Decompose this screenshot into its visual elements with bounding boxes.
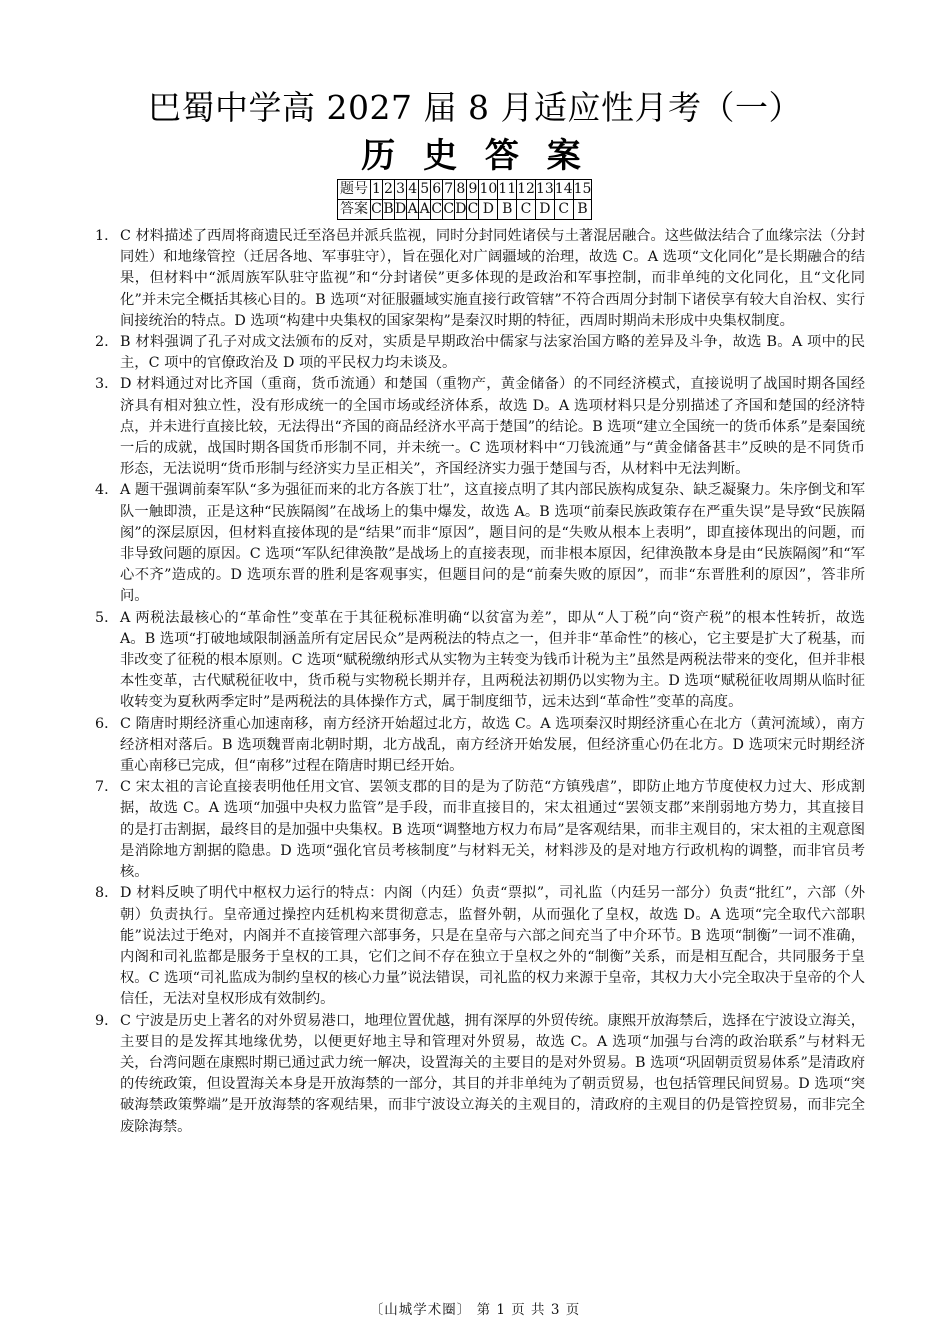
explanation-item <box>95 883 865 1010</box>
question-number: 7． <box>95 779 119 796</box>
question-number: 1． <box>95 228 119 244</box>
question-number: 3． <box>95 376 119 393</box>
explanation-text: C 宋太祖的言论直接表明他任用文官、罢领支郡的目的是为了防范“方镇残虐”，即防止地方节度使权力过大、形成割据，故选 C。A 选项“加强中央权力监管”是手段，而非直接目的，宋太祖通过“罢领支郡”来削弱地方势力，其直接目的是打击割据，最终目的是加强中央集权。B 选项“调整地方权力布局”是客观结果，而非主观目的，宋太祖的主观意图是消除地方割据的隐患。D 选项“强化官员考核制度”与材料无关，材料涉及的是对地方行政机构的调整，而非官员考核。 <box>120 779 865 881</box>
answer-cell: B <box>498 200 517 220</box>
question-number-cell: 1 <box>371 180 383 200</box>
explanation-text: C 隋唐时期经济重心加速南移，南方经济开始超过北方，故选 C。A 选项秦汉时期经济重心在北方（黄河流域），南方经济相对落后。B 选项魏晋南北朝时期，北方战乱，南方经济开始发展，但经济重心仍在北方。D 选项宋元时期经济重心南移已完成，但“南移”过程在隋唐时期已经开始。 <box>120 715 865 775</box>
answer-cell: A <box>407 200 419 220</box>
explanation-text: D 材料通过对比齐国（重商，货币流通）和楚国（重物产，黄金储备）的不同经济模式，直接说明了战国时期各国经济具有相对独立性，没有形成统一的全国市场或经济体系，故选 D。A 选项材料只是分别描述了齐国和楚国的经济特点，并未进行直接比较，无法得出“齐国的商品经济水平高于楚国”的结论。B 选项“建立全国统一的货币体系”是秦国统一后的成就，战国时期各国货币形制不同，并未统一。C 选项材料中“刀钱流通”与“黄金储备甚丰”反映的是不同货币形态，无法说明“货币形制与经济实力呈正相关”，齐国经济实力强于楚国与否，从材料中无法判断。 <box>120 376 865 478</box>
answer-row <box>338 200 592 220</box>
explanation-item <box>95 1011 865 1138</box>
question-number-cell: 13 <box>535 180 554 200</box>
question-number-cell: 6 <box>431 180 443 200</box>
explanation-item <box>95 374 865 480</box>
exam-title: 巴蜀中学高 2027 届 8 月适应性月考（一） <box>148 88 802 127</box>
question-number-cell: 11 <box>498 180 517 200</box>
question-number: 5． <box>95 609 119 626</box>
question-number: 9． <box>95 1012 119 1029</box>
explanation-item <box>95 608 865 714</box>
answer-cell: C <box>443 200 455 220</box>
question-number-cell: 15 <box>573 180 592 200</box>
page-footer: 〔山城学术圈〕 第 1 页 共 3 页 <box>369 1302 581 1318</box>
question-number-cell: 2 <box>383 180 395 200</box>
explanation-text: C 宁波是历史上著名的对外贸易港口，地理位置优越，拥有深厚的外贸传统。康熙开放海禁后，选择在宁波设立海关，主要目的是发挥其地缘优势，以便更好地主导和管理对外贸易，故选 C。A 选项“加强与台湾的政治联系”与材料无关，台湾问题在康熙时期已通过武力统一解决，设置海关的主要目的是对外贸易。B 选项“巩固朝贡贸易体系”是清政府的传统政策，但设置海关本身是开放海禁的一部分，其目的并非单纯为了朝贡贸易，也包括管理民间贸易。D 选项“突破海禁政策弊端”是开放海禁的客观结果，而非宁波设立海关的主观目的，清政府的主观目的仍是管控贸易，而非完全废除海禁。 <box>120 1012 865 1135</box>
question-number-cell: 7 <box>443 180 455 200</box>
row-header-answer: 答案 <box>338 200 371 220</box>
answer-cell: D <box>395 200 407 220</box>
explanation-text: A 两税法最核心的“革命性”变革在于其征税标准明确“以贫富为差”，即从“人丁税”向“资产税”的根本性转折，故选 A。B 选项“打破地域限制涵盖所有定居民众”是两税法的特点之一，但并非“革命性”的核心，它主要是扩大了税基，而非改变了征税的根本原则。C 选项“赋税缴纳形式从实物为主转变为钱币计税为主”虽然是两税法带来的变化，但并非根本性变革，古代赋税征收中，货币税与实物税长期并存，且两税法初期仍以实物为主。D 选项“赋税征收周期从临时征收转变为夏秋两季定时”是两税法的具体操作方式，属于制度细节，远未达到“革命性”变革的高度。 <box>120 609 865 711</box>
explanation-text: A 题干强调前秦军队“多为强征而来的北方各族丁壮”，这直接点明了其内部民族构成复杂、缺乏凝聚力。朱序倒戈和军队一触即溃，正是这种“民族隔阂”在战场上的集中爆发，故选 A。B 选项“前秦民族政策存在严重失误”是导致“民族隔阂”的深层原因，但材料直接体现的是“结果”而非“原因”，题目问的是“失败从根本上表明”，即直接体现出的问题，而非导致问题的原因。C 选项“军队纪律涣散”是战场上的直接表现，而非根本原因，纪律涣散本身是由“民族隔阂”和“军心不齐”造成的。D 选项东晋的胜利是客观事实，但题目问的是“前秦失败的原因”，而非“东晋胜利的原因”，答非所问。 <box>120 482 865 605</box>
question-number-cell: 14 <box>554 180 573 200</box>
explanation-text: D 材料反映了明代中枢权力运行的特点：内阁（内廷）负责“票拟”，司礼监（内廷另一部分）负责“批红”，六部（外朝）负责执行。皇帝通过操控内廷机构来贯彻意志，监督外朝，从而强化了皇权，故选 D。A 选项“完全取代六部职能”说法过于绝对，内阁并不直接管理六部事务，只是在皇帝与六部之间充当了中介环节。B 选项“制衡”一词不准确，内阁和司礼监都是服务于皇权的工具，它们之间不存在独立于皇权之外的“制衡”关系，而是相互配合，共同服务于皇权。C 选项“司礼监成为制约皇权的核心力量”说法错误，司礼监的权力来源于皇帝，其权力大小完全取决于皇帝的个人信任，无法对皇权形成有效制约。 <box>120 885 865 1008</box>
question-number-cell: 4 <box>407 180 419 200</box>
answer-cell: B <box>573 200 592 220</box>
row-header-number: 题号 <box>338 180 371 200</box>
question-number-cell: 9 <box>467 180 479 200</box>
explanation-item <box>95 777 865 883</box>
explanation-list <box>95 226 865 1138</box>
answer-cell: B <box>383 200 395 220</box>
answer-cell: A <box>419 200 431 220</box>
answer-cell: D <box>479 200 498 220</box>
answer-cell: C <box>371 200 383 220</box>
question-number-cell: 12 <box>517 180 536 200</box>
question-number: 8． <box>95 885 119 902</box>
answer-cell: D <box>455 200 467 220</box>
answer-cell: D <box>535 200 554 220</box>
question-number: 4. <box>95 482 109 499</box>
answer-cell: C <box>554 200 573 220</box>
question-number: 6． <box>95 715 119 732</box>
answer-cell: C <box>431 200 443 220</box>
explanation-item <box>95 480 865 607</box>
explanation-item <box>95 226 865 332</box>
question-number-row <box>338 180 592 200</box>
question-number-cell: 5 <box>419 180 431 200</box>
question-number-cell: 10 <box>479 180 498 200</box>
question-number-cell: 8 <box>455 180 467 200</box>
answer-cell: C <box>517 200 536 220</box>
explanation-item <box>95 714 865 778</box>
answer-cell: C <box>467 200 479 220</box>
answer-table <box>337 179 592 220</box>
explanation-text: B 材料强调了孔子对成文法颁布的反对，实质是早期政治中儒家与法家治国方略的差异及斗争，故选 B。A 项中的民主，C 项中的官僚政治及 D 项的平民权力均未谈及。 <box>120 334 865 372</box>
explanation-item <box>95 332 865 374</box>
question-number-cell: 3 <box>395 180 407 200</box>
explanation-text: C 材料描述了西周将商遗民迁至洛邑并派兵监视，同时分封同姓诸侯与土著混居融合。这些做法结合了血缘宗法（分封同姓）和地缘管控（迁居各地、军事驻守），旨在强化对广阔疆域的治理，故选 C。A 选项“文化同化”是长期融合的结果，但材料中“派周族军队驻守监视”和“分封诸侯”更多体现的是政治和军事控制，而非单纯的文化同化，且“文化同化”并未完全概括其核心目的。B 选项“对征服疆域实施直接行政管辖”不符合西周分封制下诸侯享有较大自治权、实行间接统治的特点。D 选项“构建中央集权的国家架构”是秦汉时期的特征，西周时期尚未形成中央集权制度。 <box>120 228 865 329</box>
answer-subtitle: 历 史 答 案 <box>361 136 589 176</box>
question-number: 2. <box>95 334 109 351</box>
